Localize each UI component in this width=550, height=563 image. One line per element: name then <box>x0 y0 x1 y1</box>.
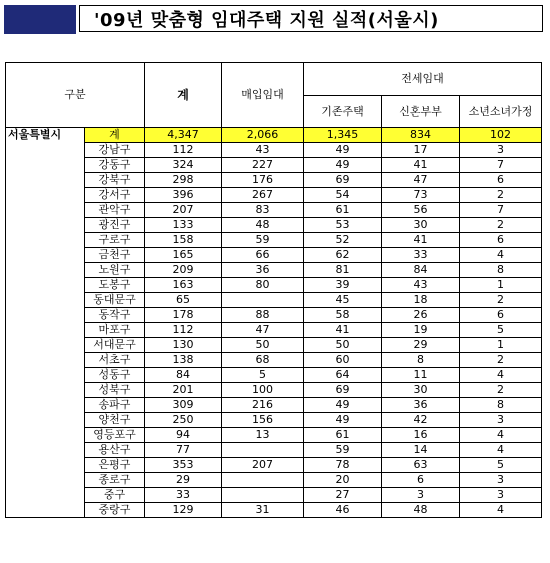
total-cell: 178 <box>145 308 222 323</box>
total-cell: 94 <box>145 428 222 443</box>
total-row-purchase: 2,066 <box>222 128 304 143</box>
table-row <box>6 188 542 203</box>
total-cell: 130 <box>145 338 222 353</box>
total-cell: 163 <box>145 278 222 293</box>
newlywed-cell: 30 <box>382 383 460 398</box>
existing-cell: 49 <box>304 158 382 173</box>
district-cell: 은평구 <box>85 458 145 473</box>
purchase-cell: 43 <box>222 143 304 158</box>
existing-cell: 50 <box>304 338 382 353</box>
table-row <box>6 428 542 443</box>
total-cell: 84 <box>145 368 222 383</box>
newlywed-cell: 73 <box>382 188 460 203</box>
purchase-cell: 83 <box>222 203 304 218</box>
newlywed-cell: 14 <box>382 443 460 458</box>
youth-head-cell: 2 <box>460 293 542 308</box>
purchase-cell: 227 <box>222 158 304 173</box>
table-row <box>6 293 542 308</box>
district-cell: 성북구 <box>85 383 145 398</box>
housing-support-table <box>5 62 542 518</box>
existing-cell: 58 <box>304 308 382 323</box>
purchase-cell <box>222 443 304 458</box>
district-cell: 송파구 <box>85 398 145 413</box>
youth-head-cell: 8 <box>460 263 542 278</box>
existing-cell: 69 <box>304 173 382 188</box>
purchase-cell: 100 <box>222 383 304 398</box>
youth-head-cell: 6 <box>460 173 542 188</box>
newlywed-cell: 84 <box>382 263 460 278</box>
header-existing: 기존주택 <box>304 96 382 128</box>
existing-cell: 59 <box>304 443 382 458</box>
purchase-cell <box>222 488 304 503</box>
purchase-cell: 13 <box>222 428 304 443</box>
purchase-cell: 31 <box>222 503 304 518</box>
existing-cell: 52 <box>304 233 382 248</box>
existing-cell: 60 <box>304 353 382 368</box>
table-row <box>6 218 542 233</box>
youth-head-cell: 4 <box>460 503 542 518</box>
newlywed-cell: 11 <box>382 368 460 383</box>
title-accent-block <box>4 5 76 34</box>
district-cell: 구로구 <box>85 233 145 248</box>
total-cell: 133 <box>145 218 222 233</box>
total-cell: 209 <box>145 263 222 278</box>
total-row-youth-head: 102 <box>460 128 542 143</box>
header-newlywed: 신혼부부 <box>382 96 460 128</box>
district-cell: 성동구 <box>85 368 145 383</box>
header-total: 계 <box>145 63 222 128</box>
youth-head-cell: 1 <box>460 278 542 293</box>
total-cell: 138 <box>145 353 222 368</box>
table-row <box>6 323 542 338</box>
table-row <box>6 173 542 188</box>
district-cell: 동대문구 <box>85 293 145 308</box>
purchase-cell: 68 <box>222 353 304 368</box>
header-youth-head: 소년소녀가정 <box>460 96 542 128</box>
purchase-cell <box>222 473 304 488</box>
region-label: 서울특별시 <box>6 128 85 518</box>
purchase-cell: 48 <box>222 218 304 233</box>
youth-head-cell: 2 <box>460 383 542 398</box>
district-cell: 노원구 <box>85 263 145 278</box>
youth-head-cell: 4 <box>460 368 542 383</box>
total-cell: 77 <box>145 443 222 458</box>
total-cell: 33 <box>145 488 222 503</box>
total-cell: 29 <box>145 473 222 488</box>
existing-cell: 45 <box>304 293 382 308</box>
newlywed-cell: 41 <box>382 158 460 173</box>
total-cell: 158 <box>145 233 222 248</box>
youth-head-cell: 4 <box>460 443 542 458</box>
youth-head-cell: 1 <box>460 338 542 353</box>
newlywed-cell: 30 <box>382 218 460 233</box>
district-cell: 양천구 <box>85 413 145 428</box>
district-cell: 동작구 <box>85 308 145 323</box>
newlywed-cell: 63 <box>382 458 460 473</box>
existing-cell: 78 <box>304 458 382 473</box>
table-row <box>6 503 542 518</box>
total-cell: 309 <box>145 398 222 413</box>
total-cell: 353 <box>145 458 222 473</box>
existing-cell: 53 <box>304 218 382 233</box>
youth-head-cell: 4 <box>460 248 542 263</box>
existing-cell: 49 <box>304 398 382 413</box>
district-cell: 금천구 <box>85 248 145 263</box>
district-cell: 광진구 <box>85 218 145 233</box>
purchase-cell: 59 <box>222 233 304 248</box>
district-cell: 중랑구 <box>85 503 145 518</box>
existing-cell: 62 <box>304 248 382 263</box>
existing-cell: 61 <box>304 428 382 443</box>
total-cell: 65 <box>145 293 222 308</box>
header-jeonse: 전세임대 <box>304 63 542 96</box>
existing-cell: 54 <box>304 188 382 203</box>
newlywed-cell: 17 <box>382 143 460 158</box>
table-row <box>6 233 542 248</box>
table-row <box>6 338 542 353</box>
total-row-existing: 1,345 <box>304 128 382 143</box>
newlywed-cell: 47 <box>382 173 460 188</box>
newlywed-cell: 48 <box>382 503 460 518</box>
youth-head-cell: 4 <box>460 428 542 443</box>
page-title: '09년 맞춤형 임대주택 지원 실적(서울시) <box>79 5 543 32</box>
district-cell: 강서구 <box>85 188 145 203</box>
district-cell: 용산구 <box>85 443 145 458</box>
total-cell: 298 <box>145 173 222 188</box>
youth-head-cell: 3 <box>460 143 542 158</box>
total-row-label: 계 <box>85 128 145 143</box>
total-cell: 129 <box>145 503 222 518</box>
newlywed-cell: 6 <box>382 473 460 488</box>
district-cell: 강동구 <box>85 158 145 173</box>
district-cell: 관악구 <box>85 203 145 218</box>
newlywed-cell: 3 <box>382 488 460 503</box>
table-row <box>6 443 542 458</box>
table-row <box>6 308 542 323</box>
existing-cell: 64 <box>304 368 382 383</box>
existing-cell: 49 <box>304 413 382 428</box>
existing-cell: 39 <box>304 278 382 293</box>
youth-head-cell: 6 <box>460 308 542 323</box>
existing-cell: 46 <box>304 503 382 518</box>
total-row <box>6 128 542 143</box>
newlywed-cell: 42 <box>382 413 460 428</box>
table-row <box>6 368 542 383</box>
newlywed-cell: 8 <box>382 353 460 368</box>
table-row <box>6 413 542 428</box>
total-cell: 201 <box>145 383 222 398</box>
youth-head-cell: 7 <box>460 203 542 218</box>
total-cell: 112 <box>145 323 222 338</box>
header-category: 구분 <box>6 63 145 128</box>
purchase-cell: 50 <box>222 338 304 353</box>
newlywed-cell: 41 <box>382 233 460 248</box>
district-cell: 종로구 <box>85 473 145 488</box>
purchase-cell: 156 <box>222 413 304 428</box>
existing-cell: 69 <box>304 383 382 398</box>
purchase-cell: 80 <box>222 278 304 293</box>
total-row-total: 4,347 <box>145 128 222 143</box>
youth-head-cell: 2 <box>460 188 542 203</box>
youth-head-cell: 2 <box>460 218 542 233</box>
table-row <box>6 263 542 278</box>
purchase-cell: 267 <box>222 188 304 203</box>
newlywed-cell: 16 <box>382 428 460 443</box>
total-cell: 250 <box>145 413 222 428</box>
youth-head-cell: 5 <box>460 323 542 338</box>
district-cell: 강남구 <box>85 143 145 158</box>
district-cell: 서초구 <box>85 353 145 368</box>
purchase-cell: 216 <box>222 398 304 413</box>
total-row-newlywed: 834 <box>382 128 460 143</box>
existing-cell: 81 <box>304 263 382 278</box>
newlywed-cell: 56 <box>382 203 460 218</box>
table-row <box>6 278 542 293</box>
total-cell: 112 <box>145 143 222 158</box>
newlywed-cell: 18 <box>382 293 460 308</box>
purchase-cell: 5 <box>222 368 304 383</box>
existing-cell: 41 <box>304 323 382 338</box>
purchase-cell: 36 <box>222 263 304 278</box>
existing-cell: 61 <box>304 203 382 218</box>
housing-support-table-wrap <box>5 62 542 518</box>
youth-head-cell: 6 <box>460 233 542 248</box>
purchase-cell: 66 <box>222 248 304 263</box>
table-row <box>6 488 542 503</box>
district-cell: 도봉구 <box>85 278 145 293</box>
district-cell: 중구 <box>85 488 145 503</box>
newlywed-cell: 36 <box>382 398 460 413</box>
table-row <box>6 353 542 368</box>
table-row <box>6 398 542 413</box>
table-body <box>6 128 542 518</box>
newlywed-cell: 29 <box>382 338 460 353</box>
youth-head-cell: 3 <box>460 473 542 488</box>
table-row <box>6 458 542 473</box>
existing-cell: 20 <box>304 473 382 488</box>
youth-head-cell: 8 <box>460 398 542 413</box>
district-cell: 영등포구 <box>85 428 145 443</box>
district-cell: 강북구 <box>85 173 145 188</box>
youth-head-cell: 2 <box>460 353 542 368</box>
purchase-cell: 176 <box>222 173 304 188</box>
header-purchase: 매입임대 <box>222 63 304 128</box>
youth-head-cell: 3 <box>460 413 542 428</box>
table-row <box>6 203 542 218</box>
district-cell: 서대문구 <box>85 338 145 353</box>
total-cell: 324 <box>145 158 222 173</box>
table-row <box>6 383 542 398</box>
total-cell: 207 <box>145 203 222 218</box>
district-cell: 마포구 <box>85 323 145 338</box>
newlywed-cell: 33 <box>382 248 460 263</box>
youth-head-cell: 7 <box>460 158 542 173</box>
table-row <box>6 473 542 488</box>
table-row <box>6 143 542 158</box>
newlywed-cell: 26 <box>382 308 460 323</box>
purchase-cell: 207 <box>222 458 304 473</box>
total-cell: 165 <box>145 248 222 263</box>
purchase-cell <box>222 293 304 308</box>
purchase-cell: 47 <box>222 323 304 338</box>
table-row <box>6 248 542 263</box>
existing-cell: 49 <box>304 143 382 158</box>
newlywed-cell: 43 <box>382 278 460 293</box>
total-cell: 396 <box>145 188 222 203</box>
youth-head-cell: 5 <box>460 458 542 473</box>
existing-cell: 27 <box>304 488 382 503</box>
youth-head-cell: 3 <box>460 488 542 503</box>
table-row <box>6 158 542 173</box>
newlywed-cell: 19 <box>382 323 460 338</box>
purchase-cell: 88 <box>222 308 304 323</box>
